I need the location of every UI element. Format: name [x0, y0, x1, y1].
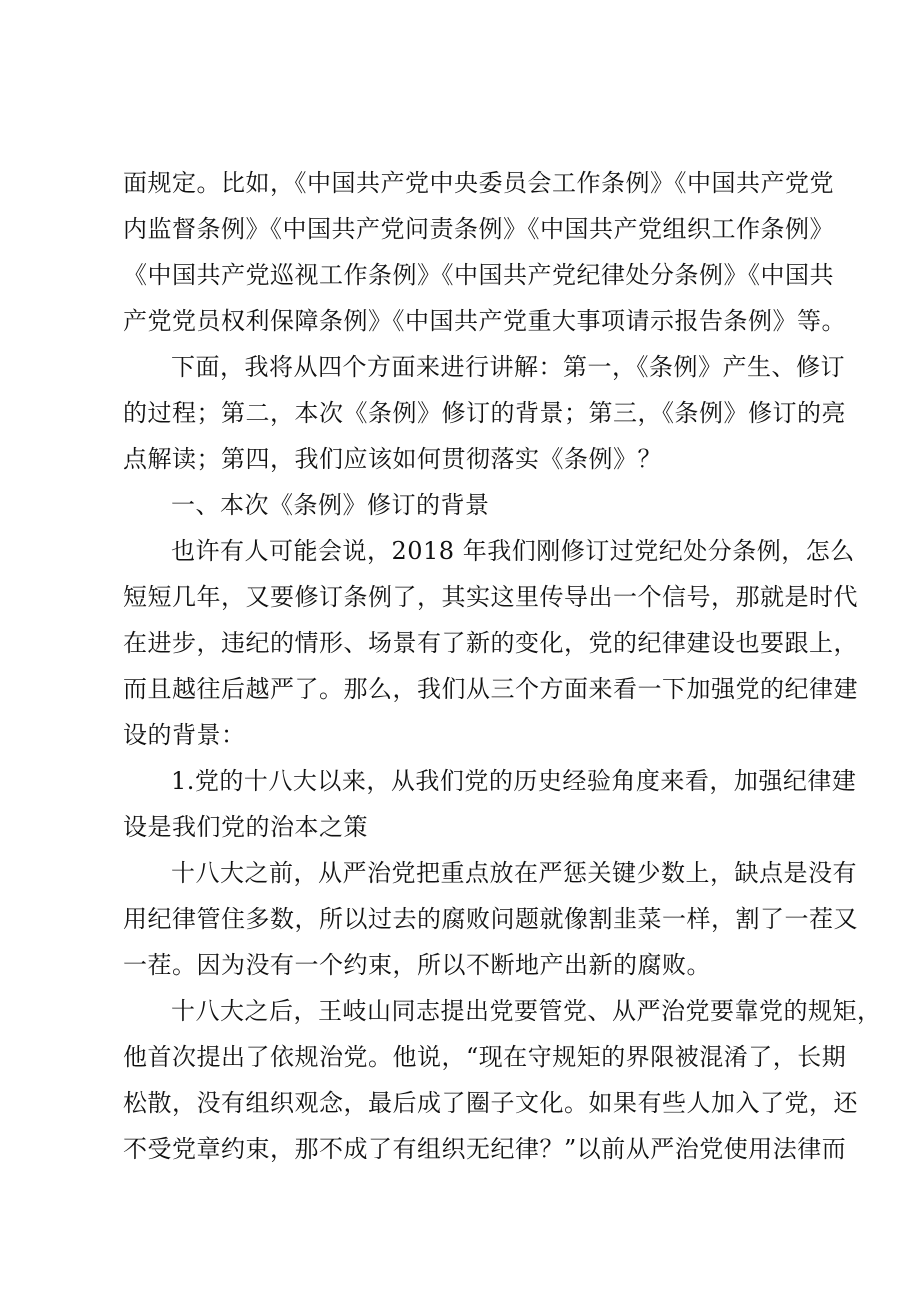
- text-line: 他首次提出了依规治党。他说，“现在守规矩的界限被混淆了，长期: [123, 1043, 847, 1071]
- text-line: 松散，没有组织观念，最后成了圈子文化。如果有些人加入了党，还: [123, 1089, 858, 1117]
- text-line: 短短几年，又要修订条例了，其实这里传导出一个信号，那就是时代: [123, 583, 858, 611]
- document-body: [123, 160, 882, 1172]
- text-line: 内监督条例》《中国共产党问责条例》《中国共产党组织工作条例》: [123, 215, 834, 243]
- subheading-point-1: [123, 758, 857, 850]
- text-line: 面规定。比如，《中国共产党中央委员会工作条例》《中国共产党党: [123, 169, 834, 197]
- text-line: 而且越往后越严了。那么，我们从三个方面来看一下加强党的纪律建: [123, 675, 858, 703]
- text-line: 不受党章约束，那不成了有组织无纪律？”以前从严治党使用法律而: [123, 1135, 847, 1163]
- text-line: 在进步，违纪的情形、场景有了新的变化，党的纪律建设也要跟上，: [123, 629, 858, 657]
- paragraph-before-18th: [123, 850, 858, 988]
- text-line: 设是我们党的治本之策: [123, 813, 368, 841]
- paragraph-regulations-list: [123, 160, 846, 344]
- text-line: 一、本次《条例》修订的背景: [171, 491, 490, 519]
- text-line: 也许有人可能会说，2018 年我们刚修订过党纪处分条例，怎么: [171, 537, 855, 565]
- text-line: 设的背景：: [123, 721, 246, 749]
- text-line: 产党党员权利保障条例》《中国共产党重大事项请示报告条例》等。: [123, 307, 846, 335]
- paragraph-after-18th: [123, 988, 882, 1172]
- paragraph-outline: [123, 344, 846, 482]
- text-line: 下面，我将从四个方面来进行讲解：第一，《条例》产生、修订: [171, 353, 845, 381]
- text-line: 的过程；第二，本次《条例》修订的背景；第三，《条例》修订的亮: [123, 399, 846, 427]
- text-line: 十八大之后，王岐山同志提出党要管党、从严治党要靠党的规矩，: [171, 997, 882, 1025]
- section-heading: [123, 482, 813, 528]
- text-line: 一茬。因为没有一个约束，所以不断地产出新的腐败。: [123, 951, 711, 979]
- text-line: 《中国共产党巡视工作条例》《中国共产党纪律处分条例》《中国共: [123, 261, 834, 289]
- paragraph-background: [123, 528, 858, 758]
- text-line: 用纪律管住多数，所以过去的腐败问题就像割韭菜一样，割了一茬又: [123, 905, 858, 933]
- text-line: 1.党的十八大以来，从我们党的历史经验角度来看，加强纪律建: [171, 767, 857, 795]
- text-line: 十八大之前，从严治党把重点放在严惩关键少数上，缺点是没有: [171, 859, 857, 887]
- text-line: 点解读；第四，我们应该如何贯彻落实《条例》？: [123, 445, 662, 473]
